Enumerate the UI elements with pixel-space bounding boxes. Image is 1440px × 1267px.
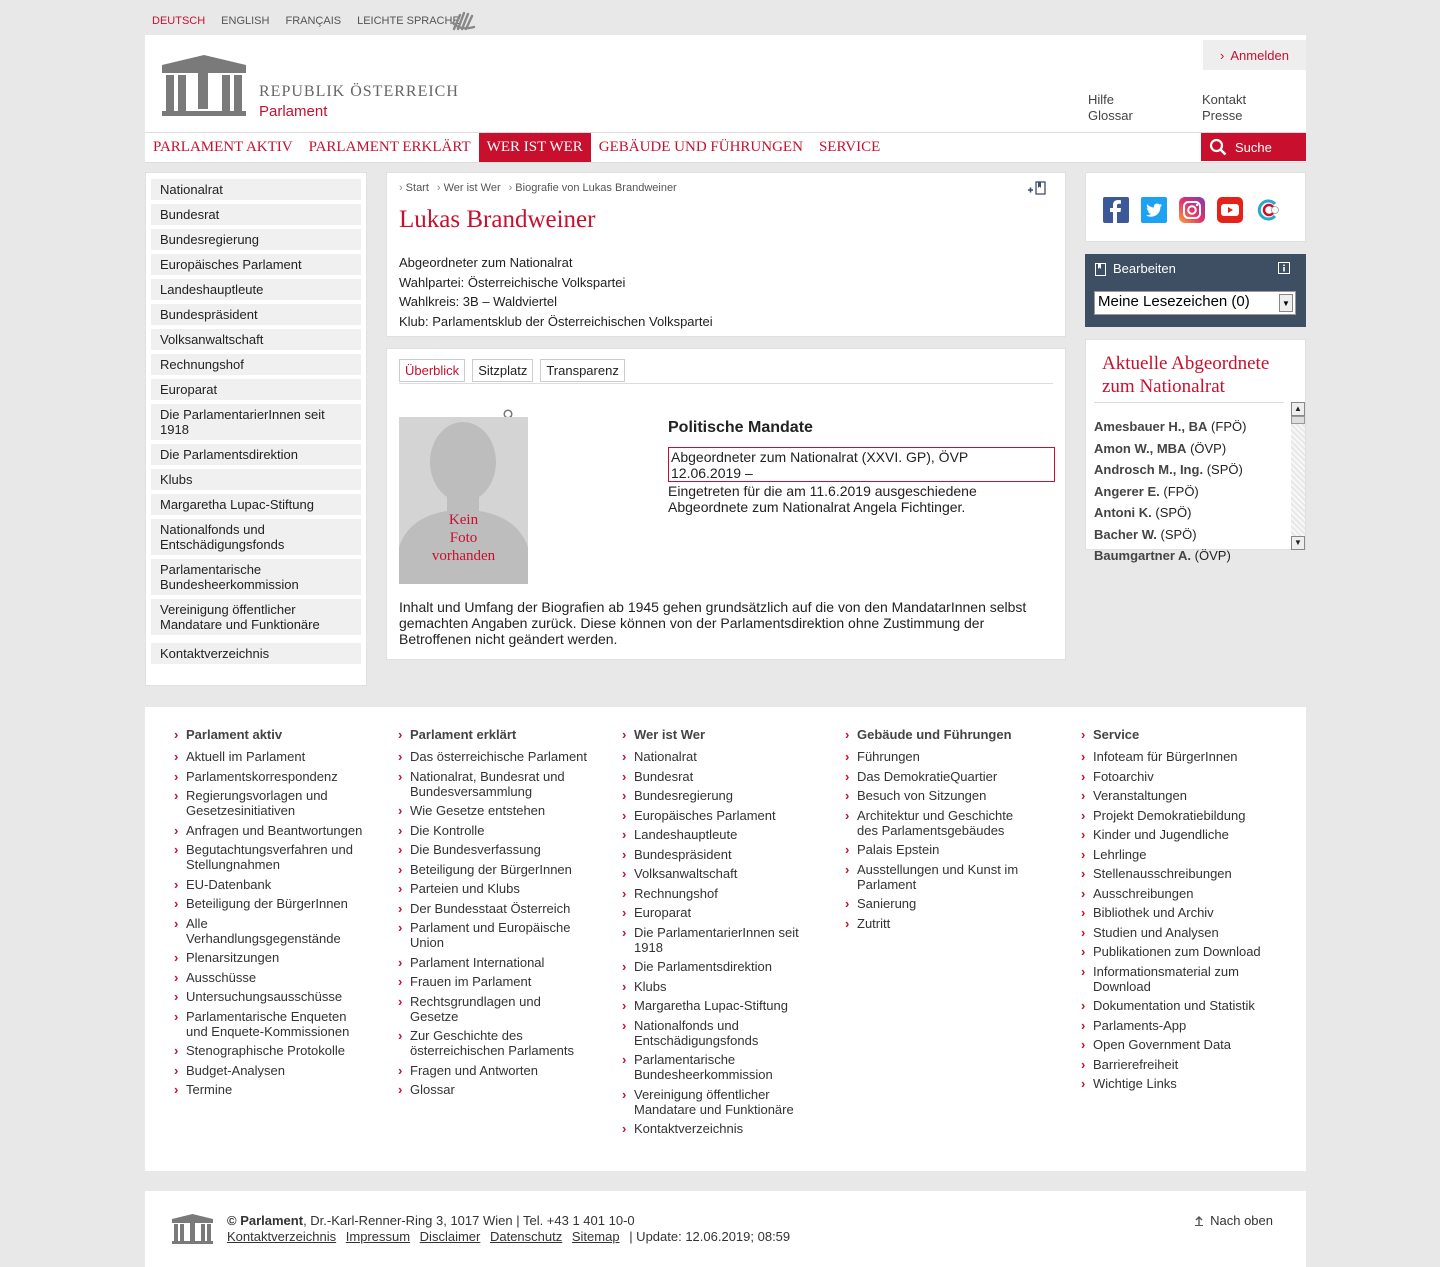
footer-link[interactable]: › Anfragen und Beantwortungen: [174, 823, 364, 838]
sidebar-item[interactable]: Nationalfonds und Entschädigungsfonds: [151, 519, 361, 555]
parliament-small-logo-icon: [171, 1213, 214, 1244]
sidebar-item[interactable]: Die ParlamentarierInnen seit 1918: [151, 404, 361, 440]
footer-link[interactable]: › EU-Datenbank: [174, 877, 364, 892]
footer-link[interactable]: › Parlament International: [398, 955, 588, 970]
footer-link[interactable]: › Architektur und Geschichte des Parlamentsgebäudes: [845, 808, 1035, 838]
member-list-item[interactable]: [1094, 524, 1284, 546]
footer-link[interactable]: › Rechnungshof: [622, 886, 812, 901]
sidebar-item[interactable]: Margaretha Lupac-Stiftung: [151, 494, 361, 515]
search-icon: [1209, 138, 1227, 156]
footer-link[interactable]: › Stellenausschreibungen: [1081, 866, 1271, 881]
sidebar-item[interactable]: Vereinigung öffentlicher Mandatare und Funktionäre: [151, 599, 361, 635]
info-district: Wahlkreis: 3B – Waldviertel: [399, 294, 557, 309]
member-name[interactable]: Antoni K.: [1094, 505, 1152, 520]
footer-link[interactable]: › Beteiligung der BürgerInnen: [398, 862, 588, 877]
footer-link[interactable]: › Untersuchungsausschüsse: [174, 989, 364, 1004]
footer-link[interactable]: › Parteien und Klubs: [398, 881, 588, 896]
member-party: (SPÖ): [1206, 462, 1243, 477]
sidebar-item[interactable]: Nationalrat: [151, 179, 361, 200]
scroll-up-button[interactable]: ▲: [1291, 402, 1305, 416]
footer-link[interactable]: › Kontaktverzeichnis: [622, 1121, 812, 1136]
footer-link[interactable]: › Margaretha Lupac-Stiftung: [622, 998, 812, 1013]
sidebar-item[interactable]: Europäisches Parlament: [151, 254, 361, 275]
member-party: (ÖVP): [1190, 440, 1227, 456]
footer-heading[interactable]: › Parlament erklärt: [398, 727, 588, 742]
footer-link[interactable]: › Open Government Data: [1081, 1037, 1271, 1052]
app-icon[interactable]: [1255, 197, 1281, 223]
footer-link[interactable]: › Ausstellungen und Kunst im Parlament: [845, 862, 1035, 892]
search-button[interactable]: Suche: [1201, 133, 1306, 161]
youtube-icon[interactable]: [1217, 197, 1243, 223]
member-list-item[interactable]: [1094, 459, 1284, 481]
facebook-icon[interactable]: [1103, 197, 1129, 223]
footer-link[interactable]: › Glossar: [398, 1082, 588, 1097]
info-icon[interactable]: [1278, 262, 1290, 274]
scroll-down-button[interactable]: ▼: [1291, 536, 1305, 550]
member-party: (SPÖ): [1160, 526, 1197, 542]
member-name[interactable]: Bacher W.: [1094, 526, 1157, 542]
footer-link[interactable]: › Parlamentarische Enqueten und Enquete-Kommissionen: [174, 1009, 364, 1039]
members-scrollbar[interactable]: [1291, 402, 1305, 550]
lang-leichte-sprache[interactable]: LEICHTE SPRACHE: [357, 15, 460, 27]
footer-link[interactable]: › Veranstaltungen: [1081, 788, 1271, 803]
footer-link[interactable]: › Führungen: [845, 749, 1035, 764]
footer-link[interactable]: › Fragen und Antworten: [398, 1063, 588, 1078]
mandate-line2: 12.06.2019 –: [671, 465, 753, 481]
footer-link[interactable]: › Ausschüsse: [174, 970, 364, 985]
social-media-box: [1085, 172, 1306, 242]
footer-link-datenschutz[interactable]: Datenschutz: [489, 1229, 563, 1244]
footer-link[interactable]: › Kinder und Jugendliche: [1081, 827, 1271, 842]
footer-link[interactable]: › Zutritt: [845, 916, 1035, 931]
sidebar-item[interactable]: Die Parlamentsdirektion: [151, 444, 361, 465]
person-info: [399, 253, 713, 331]
lang-english[interactable]: ENGLISH: [221, 15, 270, 27]
footer-col-parlament-erklaert: [398, 727, 588, 1102]
footer-heading[interactable]: › Service: [1081, 727, 1271, 742]
member-party: (ÖVP): [1194, 548, 1231, 563]
footer-link[interactable]: › Projekt Demokratiebildung: [1081, 808, 1271, 823]
sidebar-item[interactable]: Rechnungshof: [151, 354, 361, 375]
footer-heading[interactable]: › Gebäude und Führungen: [845, 727, 1035, 742]
press-link[interactable]: Presse: [1202, 108, 1243, 123]
member-name[interactable]: Amesbauer H., BA: [1094, 419, 1208, 434]
sign-language-icon[interactable]: [450, 9, 478, 31]
info-role: Abgeordneter zum Nationalrat: [399, 255, 573, 270]
footer-col-wer-ist-wer: [622, 727, 812, 1141]
scroll-thumb[interactable]: [1291, 416, 1305, 424]
member-name[interactable]: Angerer E.: [1094, 483, 1160, 499]
member-name[interactable]: Amon W., MBA: [1094, 440, 1187, 456]
sidebar-item[interactable]: Parlamentarische Bundesheerkommission: [151, 559, 361, 595]
footer-link[interactable]: › Lehrlinge: [1081, 847, 1271, 862]
footer-link-contact[interactable]: Kontaktverzeichnis: [227, 1229, 337, 1244]
footer-link[interactable]: › Bibliothek und Archiv: [1081, 905, 1271, 920]
info-club: Klub: Parlamentsklub der Österreichischen Volkspartei: [399, 313, 713, 329]
footer-link[interactable]: › Ausschreibungen: [1081, 886, 1271, 901]
footer-link[interactable]: › Bundespräsident: [622, 847, 812, 862]
parliament-logo-icon[interactable]: [160, 53, 248, 117]
footer-link[interactable]: › Europarat: [622, 905, 812, 920]
sidebar-item[interactable]: Klubs: [151, 469, 361, 490]
mandate-line1: Abgeordneter zum Nationalrat (XXVI. GP), ÖVP: [671, 449, 969, 465]
footer-link[interactable]: › Palais Epstein: [845, 842, 1035, 857]
bookmark-icon: [1095, 263, 1106, 276]
footer-link[interactable]: › Infoteam für BürgerInnen: [1081, 749, 1271, 764]
footer-link[interactable]: › Vereinigung öffentlicher Mandatare und Funktionäre: [622, 1087, 812, 1117]
footer-col-gebaeude: [845, 727, 1035, 935]
footer-link[interactable]: › Parlamentarische Bundesheerkommission: [622, 1052, 812, 1082]
sidebar-item[interactable]: Europarat: [151, 379, 361, 400]
footer-link[interactable]: › Zur Geschichte des österreichischen Parlaments: [398, 1028, 588, 1058]
footer-link[interactable]: › Regierungsvorlagen und Gesetzesinitiativen: [174, 788, 364, 818]
footer-link[interactable]: › Publikationen zum Download: [1081, 944, 1271, 959]
member-party: (FPÖ): [1163, 483, 1199, 499]
member-name[interactable]: Baumgartner A.: [1094, 548, 1192, 563]
nav-parlament-erklaert[interactable]: PARLAMENT ERKLÄRT: [308, 139, 471, 155]
footer-link[interactable]: › Fotoarchiv: [1081, 769, 1271, 784]
footer-link[interactable]: › Wichtige Links: [1081, 1076, 1271, 1091]
footer-heading[interactable]: › Wer ist Wer: [622, 727, 812, 742]
footer-link[interactable]: › Der Bundesstaat Österreich: [398, 901, 588, 916]
footer-link[interactable]: › Alle Verhandlungsgegenstände: [174, 916, 364, 946]
footer-link-impressum[interactable]: Impressum: [345, 1229, 411, 1244]
sidebar-item[interactable]: Bundesregierung: [151, 229, 361, 250]
language-bar: [152, 12, 460, 30]
footer-link[interactable]: › Bundesregierung: [622, 788, 812, 803]
overview-panel: [386, 348, 1066, 660]
sidebar-item[interactable]: Bundespräsident: [151, 304, 361, 325]
footer-link[interactable]: › Aktuell im Parlament: [174, 749, 364, 764]
sidebar-item[interactable]: Landeshauptleute: [151, 279, 361, 300]
footer-link[interactable]: › Nationalrat, Bundesrat und Bundesversammlung: [398, 769, 588, 799]
meta-links-left: [1088, 92, 1133, 124]
sidebar-item[interactable]: Kontaktverzeichnis: [151, 643, 361, 664]
member-list-item[interactable]: [1094, 438, 1284, 460]
footer-link[interactable]: › Budget-Analysen: [174, 1063, 364, 1078]
tab-bar: [399, 359, 625, 382]
bookmark-add-icon[interactable]: [1027, 180, 1047, 196]
current-members-title: Aktuelle Abgeordnete zum Nationalrat: [1102, 353, 1270, 397]
up-arrow-icon: [1194, 1216, 1204, 1226]
contact-link[interactable]: Kontakt: [1202, 92, 1247, 107]
footer-link[interactable]: › Das DemokratieQuartier: [845, 769, 1035, 784]
footer-link[interactable]: › Parlamentskorrespondenz: [174, 769, 364, 784]
lang-francais[interactable]: FRANÇAIS: [285, 15, 342, 27]
nav-parlament-aktiv[interactable]: PARLAMENT AKTIV: [153, 139, 293, 155]
logo-line1: REPUBLIK ÖSTERREICH: [259, 83, 459, 100]
footer-link[interactable]: › Bundesrat: [622, 769, 812, 784]
tab-sitzplatz[interactable]: Sitzplatz: [472, 359, 533, 382]
footer-link[interactable]: › Beteiligung der BürgerInnen: [174, 896, 364, 911]
login-button[interactable]: › Anmelden: [1203, 40, 1306, 70]
lang-deutsch[interactable]: DEUTSCH: [152, 15, 206, 27]
twitter-icon[interactable]: [1141, 197, 1167, 223]
person-header: [386, 172, 1066, 337]
member-list-item[interactable]: [1094, 545, 1284, 567]
nav-wer-ist-wer[interactable]: WER IST WER: [479, 133, 591, 162]
breadcrumb-current: › Biografie von Lukas Brandweiner: [509, 182, 677, 194]
footer-link[interactable]: › Begutachtungsverfahren und Stellungnahmen: [174, 842, 364, 872]
sidebar: [145, 172, 367, 686]
member-list-item[interactable]: [1094, 416, 1284, 438]
meta-links-right: [1202, 92, 1246, 124]
footer-col-service: [1081, 727, 1271, 1096]
breadcrumb-wer-ist-wer[interactable]: › Wer ist Wer: [437, 182, 501, 194]
info-party: Wahlpartei: Österreichische Volkspartei: [399, 274, 626, 290]
footer-link[interactable]: › Wie Gesetze entstehen: [398, 803, 588, 818]
sidebar-item[interactable]: Bundesrat: [151, 204, 361, 225]
last-update: | Update: 12.06.2019; 08:59: [629, 1229, 791, 1244]
footer-link[interactable]: › Nationalrat: [622, 749, 812, 764]
footer-link[interactable]: › Stenographische Protokolle: [174, 1043, 364, 1058]
sidebar-item[interactable]: Volksanwaltschaft: [151, 329, 361, 350]
footer-link[interactable]: › Rechtsgrundlagen und Gesetze: [398, 994, 588, 1024]
chevron-down-icon: ▼: [1279, 294, 1293, 312]
bottom-bar: [145, 1191, 1306, 1267]
member-list-item[interactable]: [1094, 481, 1284, 503]
back-to-top-link[interactable]: Nach oben: [1194, 1213, 1273, 1228]
mandates-heading: Politische Mandate: [668, 419, 813, 436]
footer-link-sitemap[interactable]: Sitemap: [571, 1229, 620, 1244]
member-name[interactable]: Androsch M., Ing.: [1094, 462, 1204, 477]
bookmarks-panel: [1085, 254, 1306, 327]
breadcrumb-start[interactable]: › Start: [399, 182, 429, 194]
person-photo-placeholder[interactable]: [399, 417, 528, 584]
footer-link-disclaimer[interactable]: Disclaimer: [419, 1229, 481, 1244]
sidebar-list: [146, 173, 366, 674]
site-header: [145, 35, 1306, 132]
footer-link[interactable]: › Parlament und Europäische Union: [398, 920, 588, 950]
tab-transparenz[interactable]: Transparenz: [540, 359, 625, 382]
footer-link[interactable]: › Parlaments-App: [1081, 1018, 1271, 1033]
footer-link[interactable]: › Dokumentation und Statistik: [1081, 998, 1271, 1013]
footer-link[interactable]: › Frauen im Parlament: [398, 974, 588, 989]
footer-link[interactable]: › Klubs: [622, 979, 812, 994]
footer-col-parlament-aktiv: [174, 727, 364, 1102]
footer-link[interactable]: › Die ParlamentarierInnen seit 1918: [622, 925, 812, 955]
footer-link[interactable]: › Besuch von Sitzungen: [845, 788, 1035, 803]
footer-link[interactable]: › Europäisches Parlament: [622, 808, 812, 823]
footer-sitemap: [145, 707, 1306, 1171]
footer-link[interactable]: › Informationsmaterial zum Download: [1081, 964, 1271, 994]
help-link[interactable]: Hilfe: [1088, 92, 1115, 107]
footer-link[interactable]: › Das österreichische Parlament: [398, 749, 588, 764]
biography-disclaimer: Inhalt und Umfang der Biografien ab 1945 gehen grundsätzlich auf die von den MandatarInnen selbst gemachten Angaben zurück. Diese können von der Parlamentsdirektion ohne Zustimmung der Betroffenen nicht geändert werden.: [399, 599, 1027, 647]
footer-link[interactable]: › Barrierefreiheit: [1081, 1057, 1271, 1072]
nav-gebaeude[interactable]: GEBÄUDE UND FÜHRUNGEN: [598, 139, 803, 155]
footer-link[interactable]: › Sanierung: [845, 896, 1035, 911]
nav-service[interactable]: SERVICE: [818, 139, 881, 155]
instagram-icon[interactable]: [1179, 197, 1205, 223]
footer-link[interactable]: › Termine: [174, 1082, 364, 1097]
main-navigation: [145, 132, 1306, 163]
footer-link[interactable]: › Nationalfonds und Entschädigungsfonds: [622, 1018, 812, 1048]
no-photo-label: Kein Foto vorhanden: [431, 512, 496, 564]
footer-link[interactable]: › Die Kontrolle: [398, 823, 588, 838]
footer-link[interactable]: › Landeshauptleute: [622, 827, 812, 842]
copyright: © Parlament, Dr.-Karl-Renner-Ring 3, 1017 Wien | Tel. +43 1 401 10-0 Kontaktverzeichnis Impressum Disclaimer Datenschutz Sitemap | Update: 12.06.2019; 08:59: [227, 1213, 791, 1244]
mandate-entry: [668, 447, 1055, 482]
member-list-item[interactable]: [1094, 502, 1284, 524]
footer-link[interactable]: › Die Parlamentsdirektion: [622, 959, 812, 974]
footer-link[interactable]: › Studien und Analysen: [1081, 925, 1271, 940]
page-title: Lukas Brandweiner: [399, 206, 596, 233]
mandate-note: Eingetreten für die am 11.6.2019 ausgeschiedene Abgeordnete zum Nationalrat Angela Fichtinger.: [668, 483, 977, 515]
breadcrumb: [399, 182, 677, 194]
footer-link[interactable]: › Volksanwaltschaft: [622, 866, 812, 881]
current-members-box: [1085, 339, 1306, 563]
member-party: (SPÖ): [1155, 505, 1192, 520]
footer-link[interactable]: › Die Bundesverfassung: [398, 842, 588, 857]
footer-link[interactable]: › Plenarsitzungen: [174, 950, 364, 965]
footer-heading[interactable]: › Parlament aktiv: [174, 727, 364, 742]
glossary-link[interactable]: Glossar: [1088, 108, 1133, 123]
current-members-list: [1094, 402, 1284, 563]
tab-divider: [399, 383, 1053, 384]
member-party: (FPÖ): [1211, 419, 1247, 434]
bookmarks-select[interactable]: Meine Lesezeichen (0) ▼: [1094, 291, 1296, 315]
logo-line2: Parlament: [259, 103, 328, 120]
tab-ueberblick[interactable]: Überblick: [399, 359, 465, 382]
bookmarks-title: Bearbeiten: [1113, 261, 1176, 276]
